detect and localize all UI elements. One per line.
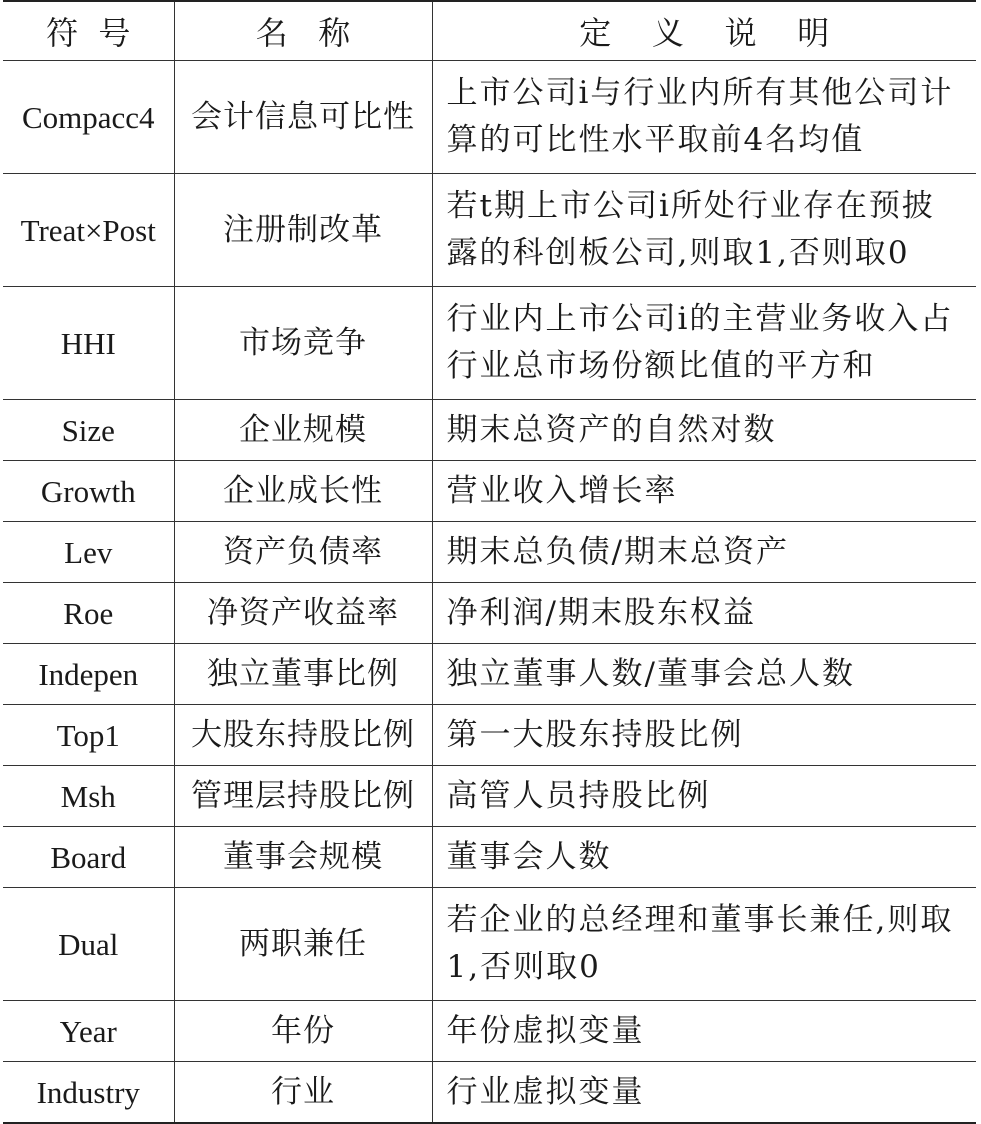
row-definition: 独立董事人数/董事会总人数 (432, 644, 976, 705)
row-definition: 董事会人数 (432, 827, 976, 888)
row-name: 行业 (174, 1062, 432, 1124)
row-symbol: Compacc4 (3, 61, 174, 174)
row-symbol: Top1 (3, 705, 174, 766)
row-definition: 营业收入增长率 (432, 461, 976, 522)
row-symbol: Dual (3, 888, 174, 1001)
row-definition: 高管人员持股比例 (432, 766, 976, 827)
row-name: 独立董事比例 (174, 644, 432, 705)
row-definition: 若企业的总经理和董事长兼任,则取1,否则取0 (432, 888, 976, 1001)
row-name: 管理层持股比例 (174, 766, 432, 827)
row-symbol: Growth (3, 461, 174, 522)
row-definition: 行业内上市公司i的主营业务收入占行业总市场份额比值的平方和 (432, 287, 976, 400)
table-row (3, 1062, 976, 1124)
row-name: 企业规模 (174, 400, 432, 461)
table-row (3, 1001, 976, 1062)
row-symbol: Treat×Post (3, 174, 174, 287)
table-row (3, 583, 976, 644)
table-row (3, 522, 976, 583)
row-symbol: Year (3, 1001, 174, 1062)
table-row (3, 461, 976, 522)
table-row (3, 766, 976, 827)
table-row (3, 61, 976, 174)
table-row (3, 174, 976, 287)
row-name: 董事会规模 (174, 827, 432, 888)
row-symbol: Msh (3, 766, 174, 827)
row-definition: 上市公司i与行业内所有其他公司计算的可比性水平取前4名均值 (432, 61, 976, 174)
row-symbol: Board (3, 827, 174, 888)
row-name: 年份 (174, 1001, 432, 1062)
row-name: 企业成长性 (174, 461, 432, 522)
table-header-row (3, 1, 976, 61)
row-name: 注册制改革 (174, 174, 432, 287)
row-definition: 净利润/期末股东权益 (432, 583, 976, 644)
row-definition: 若t期上市公司i所处行业存在预披露的科创板公司,则取1,否则取0 (432, 174, 976, 287)
row-name: 大股东持股比例 (174, 705, 432, 766)
row-name: 会计信息可比性 (174, 61, 432, 174)
table-row (3, 644, 976, 705)
row-name: 市场竞争 (174, 287, 432, 400)
row-definition: 第一大股东持股比例 (432, 705, 976, 766)
row-symbol: Size (3, 400, 174, 461)
row-symbol: Indepen (3, 644, 174, 705)
variable-definition-table (3, 0, 976, 1124)
row-name: 两职兼任 (174, 888, 432, 1001)
row-symbol: HHI (3, 287, 174, 400)
row-definition: 年份虚拟变量 (432, 1001, 976, 1062)
row-symbol: Roe (3, 583, 174, 644)
row-symbol: Lev (3, 522, 174, 583)
variable-definition-table-container (3, 0, 976, 1124)
row-definition: 行业虚拟变量 (432, 1062, 976, 1124)
table-row (3, 827, 976, 888)
header-definition: 定 义 说 明 (432, 1, 976, 61)
table-row (3, 705, 976, 766)
row-definition: 期末总资产的自然对数 (432, 400, 976, 461)
row-name: 资产负债率 (174, 522, 432, 583)
row-name: 净资产收益率 (174, 583, 432, 644)
header-name: 名 称 (174, 1, 432, 61)
table-row (3, 400, 976, 461)
header-symbol: 符 号 (3, 1, 174, 61)
row-definition: 期末总负债/期末总资产 (432, 522, 976, 583)
table-row (3, 287, 976, 400)
row-symbol: Industry (3, 1062, 174, 1124)
table-row (3, 888, 976, 1001)
